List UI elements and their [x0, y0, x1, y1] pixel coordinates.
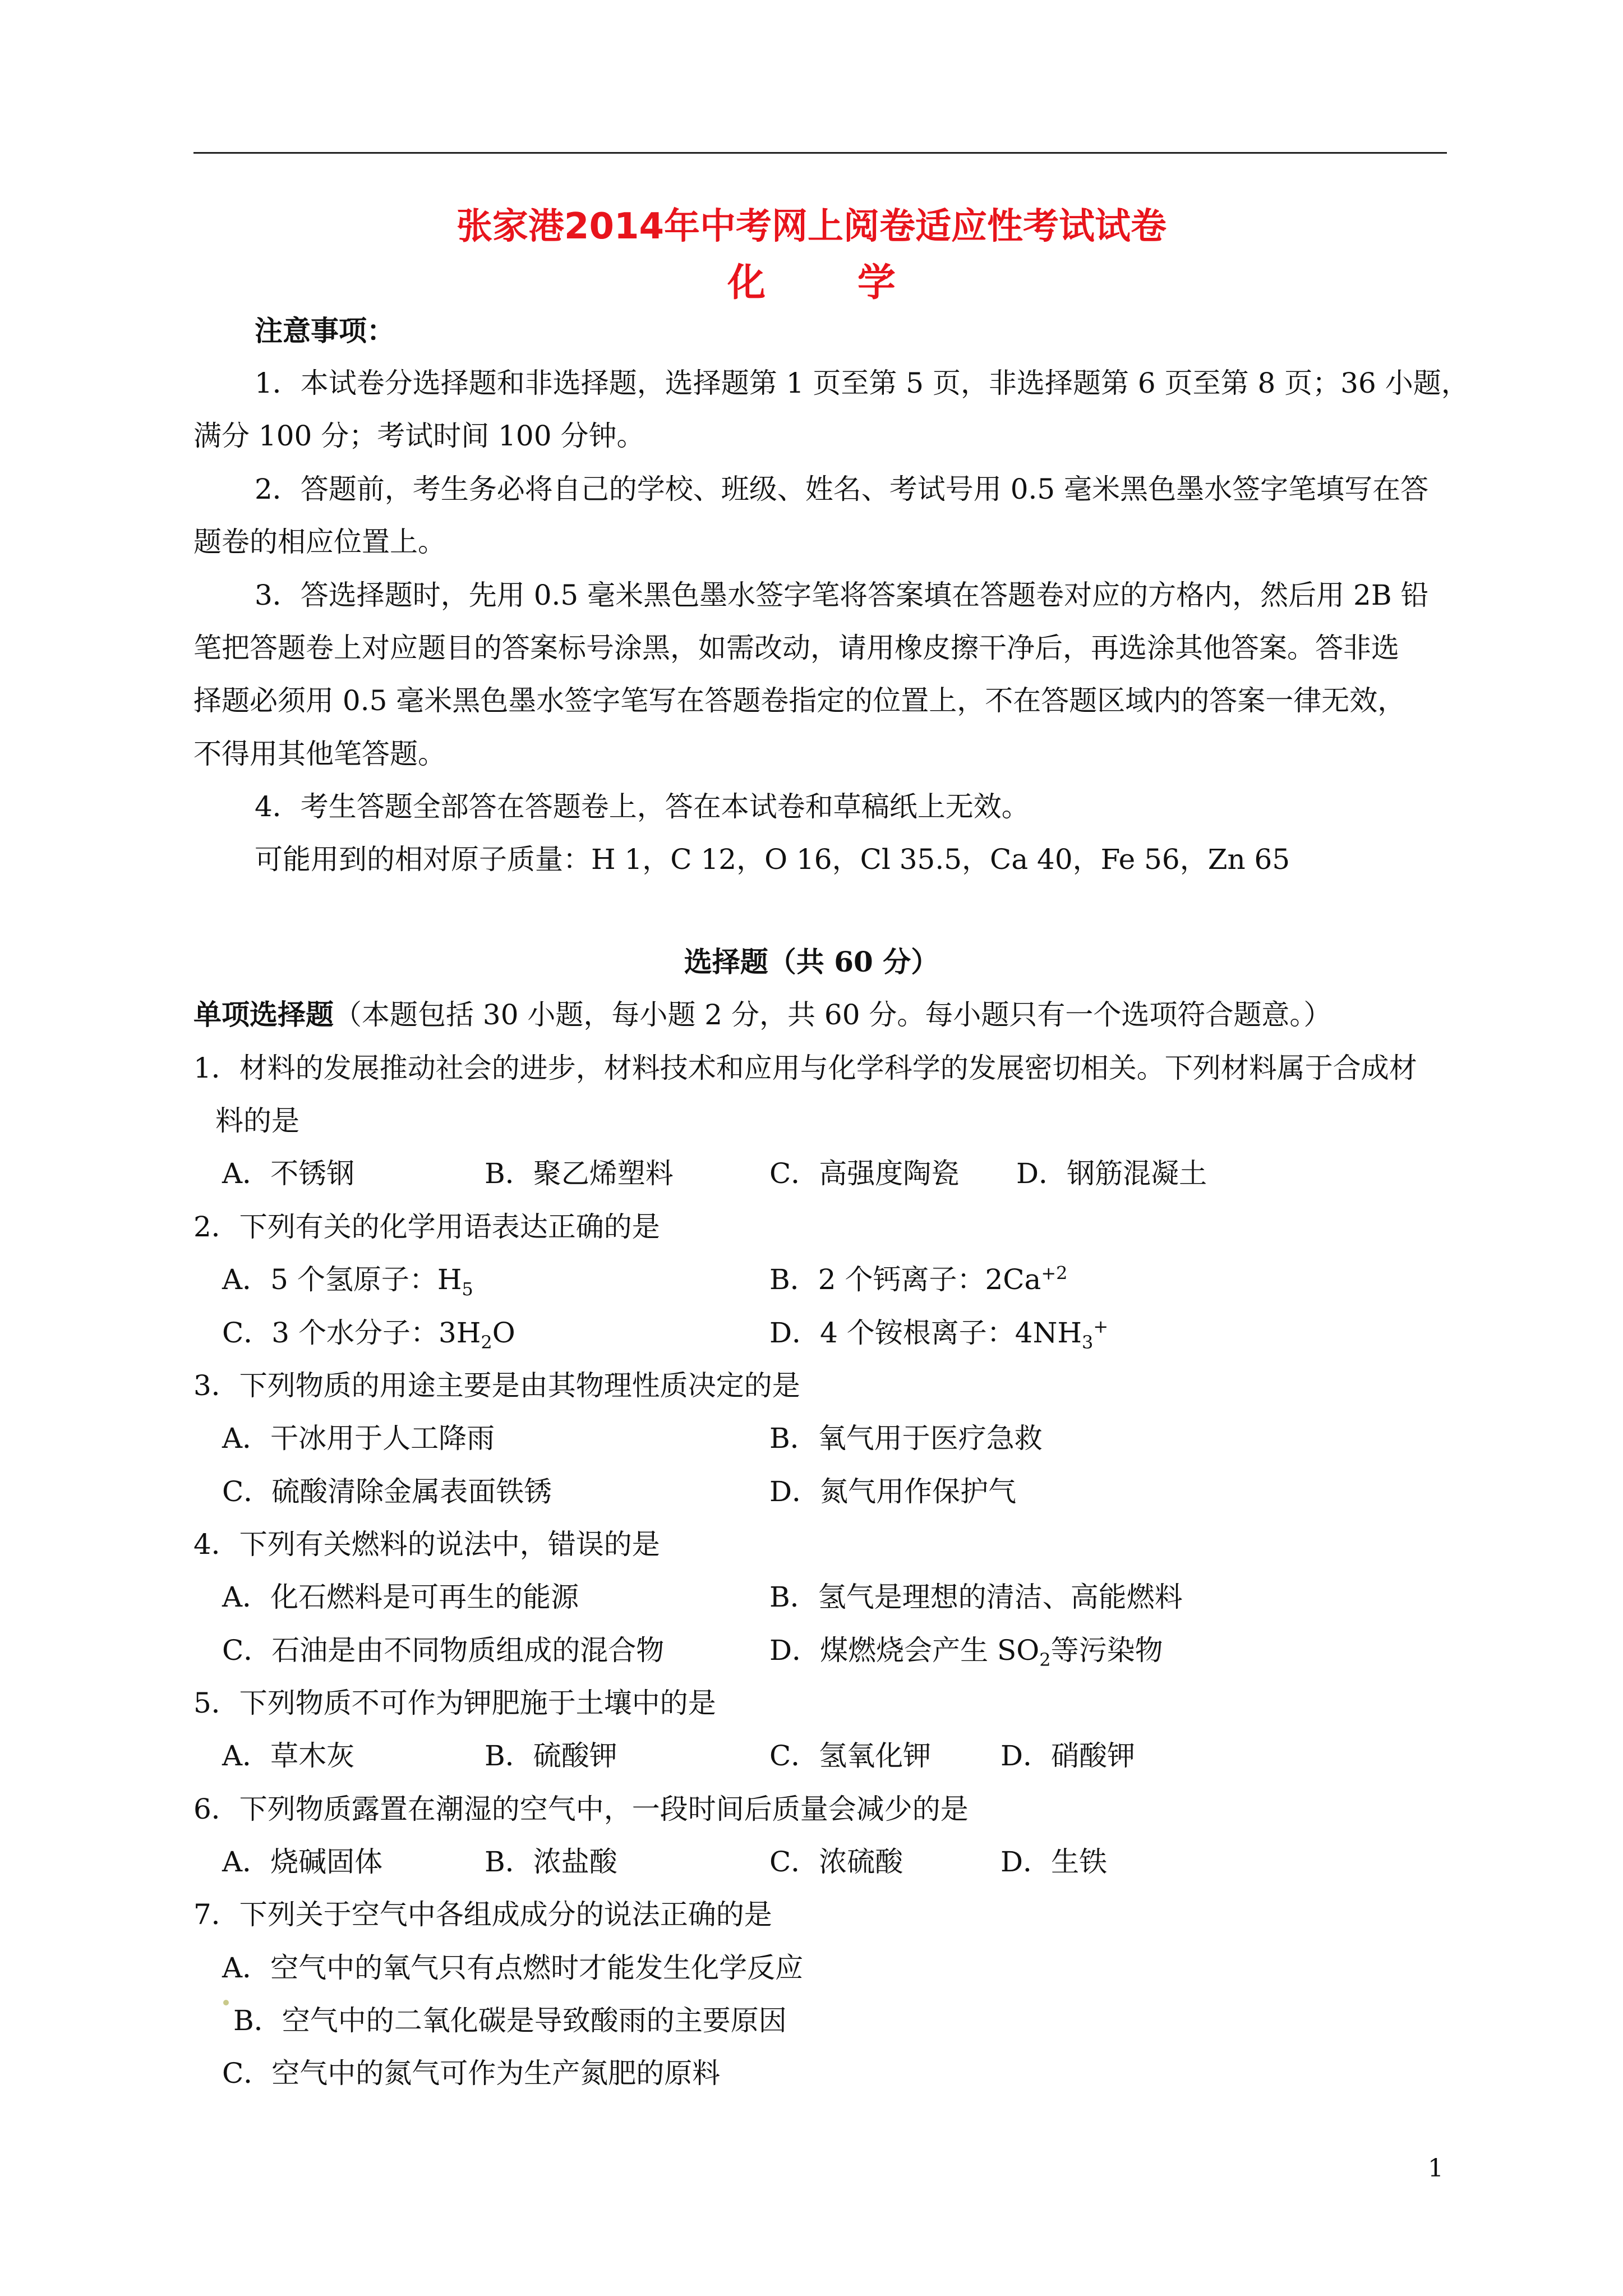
- option-b: B．2 个钙离子：$2Ca^{+2}$: [769, 1262, 1068, 1296]
- option-d: D．硝酸钾: [1000, 1740, 1136, 1772]
- question-stem: 3．下列物质的用途主要是由其物理性质决定的是: [193, 1369, 800, 1402]
- exam-title: 张家港2014年中考网上阅卷适应性考试试卷: [456, 206, 1167, 247]
- option-b: B．空气中的二氧化碳是导致酸雨的主要原因: [233, 2004, 787, 2037]
- notice-line: 笔把答题卷上对应题目的答案标号涂黑，如需改动，请用橡皮擦干净后，再选涂其他答案。答非选: [193, 632, 1399, 664]
- section-instruction: [193, 995, 1331, 1034]
- option-a: A．烧碱固体: [222, 1846, 383, 1878]
- option-a: A．草木灰: [222, 1740, 355, 1772]
- option-b: B．氧气用于医疗急救: [769, 1422, 1043, 1455]
- atomic-masses: 可能用到的相对原子质量：H 1，C 12，O 16，Cl 35.5，Ca 40，Fe 56，Zn 65: [255, 843, 1290, 876]
- scan-speck: [223, 2000, 229, 2005]
- instruction-label: 单项选择题: [193, 998, 334, 1031]
- option-b: B．硫酸钾: [485, 1740, 617, 1772]
- option-d: D．4 个铵根离子：$4NH_3^+$: [769, 1315, 1109, 1353]
- option-c: C．石油是由不同物质组成的混合物: [222, 1634, 665, 1667]
- notice-line: 1．本试卷分选择题和非选择题，选择题第 1 页至第 5 页，非选择题第 6 页至第 8 页；36 小题，: [255, 367, 1469, 399]
- notice-heading: 注意事项：: [255, 314, 395, 347]
- notice-line: 题卷的相应位置上。: [193, 526, 446, 558]
- page-number: 1: [1428, 2154, 1444, 2183]
- option-c: C．高强度陶瓷: [769, 1157, 960, 1190]
- option-a: A．空气中的氧气只有点燃时才能发生化学反应: [222, 1952, 804, 1984]
- option-c: C．空气中的氮气可作为生产氮肥的原料: [222, 2057, 721, 2090]
- option-b: B．聚乙烯塑料: [485, 1157, 674, 1190]
- header-rule: [193, 152, 1447, 154]
- option-b: B．氢气是理想的清洁、高能燃料: [769, 1581, 1183, 1613]
- option-d: D．煤燃烧会产生 $SO_2$等污染物: [769, 1634, 1163, 1671]
- option-c: C．浓硫酸: [769, 1846, 903, 1878]
- subject-title: 化 学: [727, 261, 935, 305]
- notice-line: 2．答题前，考生务必将自己的学校、班级、姓名、考试号用 0.5 毫米黑色墨水签字笔填写在答: [255, 473, 1429, 505]
- question-stem: 6．下列物质露置在潮湿的空气中，一段时间后质量会减少的是: [193, 1793, 969, 1825]
- option-d: D．生铁: [1000, 1846, 1108, 1878]
- question-stem: 7．下列关于空气中各组成成分的说法正确的是: [193, 1898, 772, 1931]
- option-a: A．不锈钢: [222, 1157, 355, 1190]
- question-stem: 5．下列物质不可作为钾肥施于土壤中的是: [193, 1687, 716, 1719]
- option-a: A．5 个氢原子：$H_5$: [222, 1263, 473, 1300]
- instruction-text: （本题包括 30 小题，每小题 2 分，共 60 分。每小题只有一个选项符合题意。）: [334, 999, 1332, 1031]
- option-a: A．化石燃料是可再生的能源: [222, 1581, 579, 1613]
- option-d: D．钢筋混凝土: [1016, 1157, 1207, 1190]
- option-d: D．氮气用作保护气: [769, 1475, 1017, 1508]
- option-c: C．3 个水分子：$3H_2O$: [222, 1317, 515, 1353]
- notice-line: 择题必须用 0.5 毫米黑色墨水签字笔写在答题卷指定的位置上，不在答题区域内的答案一律无效，: [193, 684, 1406, 717]
- question-stem: 4．下列有关燃料的说法中，错误的是: [193, 1528, 660, 1561]
- notice-line: 4．考生答题全部答在答题卷上，答在本试卷和草稿纸上无效。: [255, 790, 1030, 823]
- question-stem: 2．下列有关的化学用语表达正确的是: [193, 1211, 660, 1243]
- notice-line: 不得用其他笔答题。: [193, 738, 446, 770]
- section-title: 选择题（共 60 分）: [684, 945, 939, 978]
- question-stem: 1．材料的发展推动社会的进步，材料技术和应用与化学科学的发展密切相关。下列材料属于合成材: [193, 1052, 1417, 1084]
- option-c: C．硫酸清除金属表面铁锈: [222, 1475, 552, 1508]
- option-a: A．干冰用于人工降雨: [222, 1422, 495, 1455]
- notice-line: 满分 100 分；考试时间 100 分钟。: [193, 420, 645, 452]
- notice-line: 3．答选择题时，先用 0.5 毫米黑色墨水签字笔将答案填在答题卷对应的方格内，然后用 2B 铅: [255, 579, 1429, 611]
- option-c: C．氢氧化钾: [769, 1740, 932, 1772]
- option-b: B．浓盐酸: [485, 1846, 617, 1878]
- question-stem-cont: 料的是: [215, 1105, 299, 1137]
